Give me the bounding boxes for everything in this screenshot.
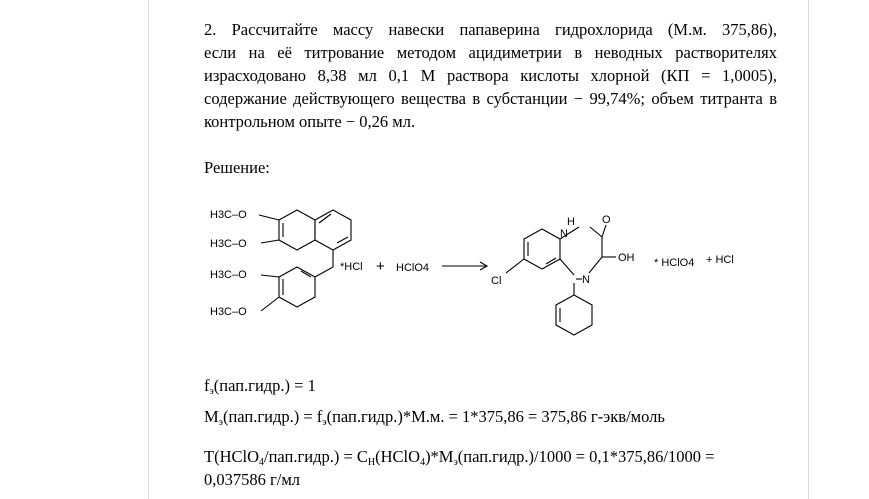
problem-line: контрольном опыте − 0,26 мл. (204, 112, 416, 131)
eq-text: /пап.гидр.) = C (264, 447, 368, 466)
problem-line: содержание действующего вещества в субстанции − 99,74%; объем титранта в (204, 89, 777, 108)
equation-t-result: 0,037586 г/мл (204, 470, 301, 489)
methoxy-label: H3C–O (210, 209, 247, 221)
problem-text (204, 18, 777, 133)
eq-text: )*M (425, 447, 454, 466)
product-hcl: + HCl (706, 254, 734, 266)
eq-sub: H (367, 457, 376, 468)
eq-text: (пап.гидр.)/1000 = 0,1*375,86/1000 = (457, 447, 715, 466)
equation-m (204, 407, 665, 428)
reagent-label: HClO4 (396, 262, 430, 274)
product-oxo: O (602, 214, 611, 226)
right-margin (808, 0, 869, 499)
methoxy-label: H3C–O (210, 306, 247, 318)
eq-sub: э (322, 417, 327, 428)
eq-sub: э (209, 386, 214, 397)
reaction-scheme (204, 195, 764, 345)
eq-text: T(HClO (204, 447, 259, 466)
eq-sub: 4 (259, 457, 264, 468)
problem-line: 2. Рассчитайте массу навески папаверина гидрохлорида (М.м. 375,86), (204, 20, 777, 39)
eq-text: (пап.гидр.) = f (222, 407, 323, 426)
hcl-salt-label: *HCl (340, 261, 363, 273)
eq-sub: э (218, 417, 223, 428)
eq-sub: э (453, 457, 458, 468)
equation-t (204, 447, 714, 468)
product-oh: OH (618, 252, 635, 264)
problem-line: если на её титрование методом ацидиметрии в неводных растворителях (204, 43, 777, 62)
equation-f (204, 376, 316, 397)
eq-sub: 4 (420, 457, 426, 468)
methoxy-label: H3C–O (210, 238, 247, 250)
product-nh-h: H (567, 216, 575, 228)
eq-text: (пап.гидр.) = 1 (213, 376, 316, 395)
left-margin (0, 0, 149, 499)
product-n1: N (560, 228, 568, 240)
product-n2: N (582, 274, 590, 286)
eq-text: (HClO (375, 447, 421, 466)
eq-text: (пап.гидр.)*М.м. = 1*375,86 = 375,86 г-экв/моль (326, 407, 665, 426)
problem-line: израсходовано 8,38 мл 0,1 М раствора кислоты хлорной (КП = 1,0005), (204, 66, 777, 85)
document-page (149, 0, 808, 499)
eq-text: f (204, 376, 210, 395)
eq-text: M (204, 407, 219, 426)
methoxy-label: H3C–O (210, 269, 247, 281)
solution-title: Решение: (204, 158, 270, 177)
product-salt: * HClO4 (654, 257, 695, 269)
product-cl: Cl (491, 275, 502, 287)
plus-sign: + (376, 258, 385, 275)
